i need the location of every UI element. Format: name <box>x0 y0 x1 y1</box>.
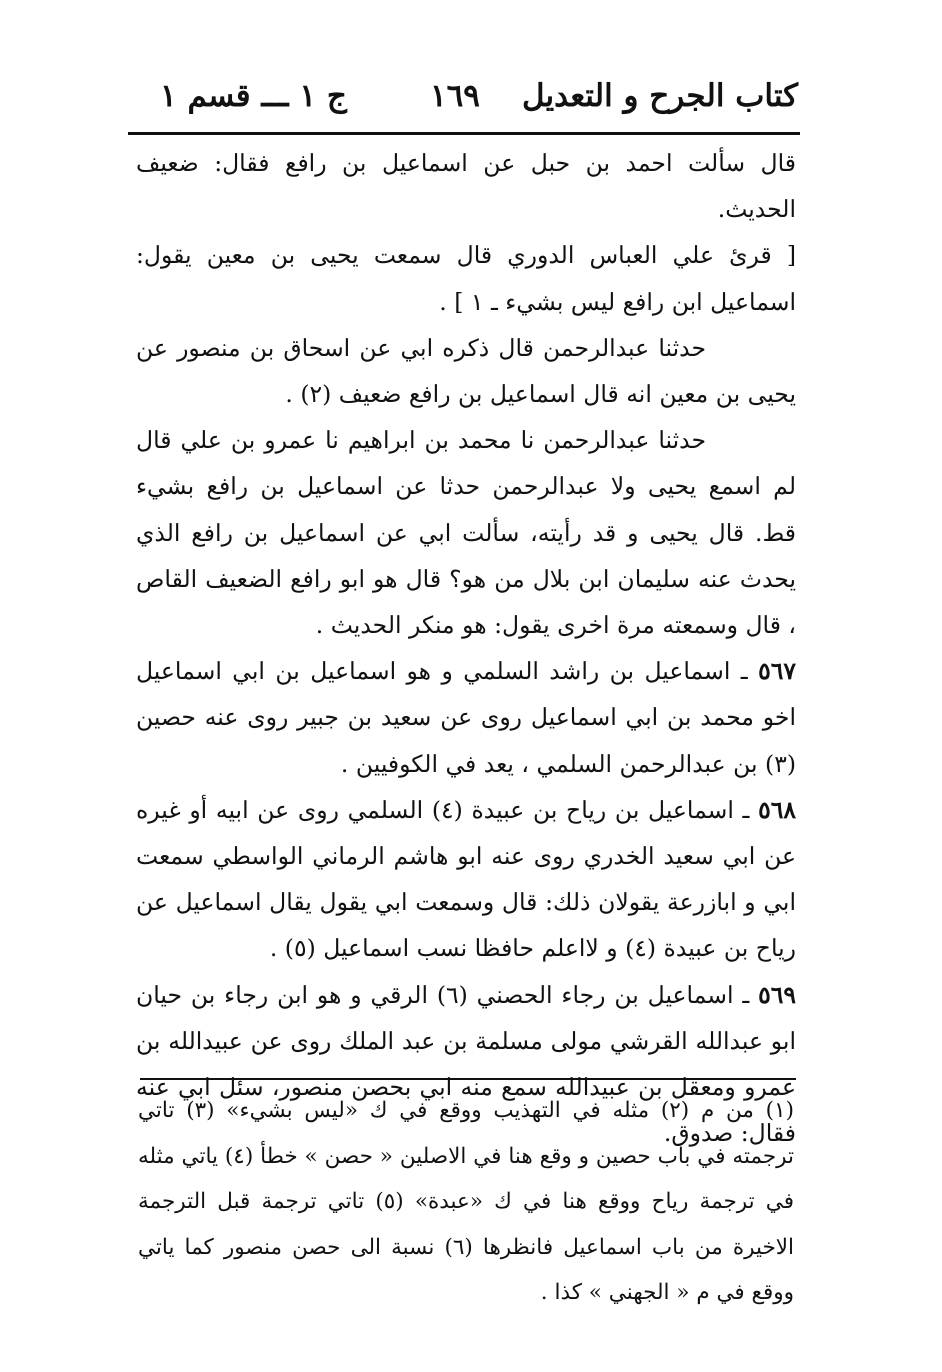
paragraph: قال سألت احمد بن حبل عن اسماعيل بن رافع فقال: ضعيف الحديث. <box>136 149 796 224</box>
footnotes <box>138 1088 794 1316</box>
page-number: ١٦٩ <box>430 78 480 114</box>
running-header <box>130 78 798 130</box>
book-title: كتاب الجرح و التعديل <box>521 78 798 114</box>
entry-text: ـ اسماعيل بن رياح بن عبيدة (٤) السلمي روى عن ابيه أو غيره عن ابي سعيد الخدري روى عنه ابو هاشم الرماني الواسطي سمعت ابي و ابازرعة يقولان ذلك: قال وسمعت ابي يقول يقال اسماعيل عن رياح بن عبيدة (٤) و لااعلم حافظا نسب اسماعيل (٥) . <box>136 795 796 963</box>
entry-number: ٥٦٧ <box>758 657 796 686</box>
entry-number: ٥٦٩ <box>758 980 796 1009</box>
footnote-text: (١) من م (٢) مثله في التهذيب ووقع في ك «ليس بشيء» (٣) تاتي ترجمته في باب حصين و وقع هنا في الاصلين « حصن » خطأ (٤) ياتي مثله في ترجمة رياح ووقع هنا في ك «عبدة» (٥) تاتي ترجمة قبل الترجمة الاخيرة من باب اسماعيل فانظرها (٦) نسبة الى حصن منصور كما ياتي ووقع في م « الجهني » كذا . <box>138 1098 794 1305</box>
entry-568 <box>136 787 796 972</box>
footnote-rule <box>140 1078 796 1080</box>
entry-number: ٥٦٨ <box>758 795 796 824</box>
main-text <box>136 140 796 1156</box>
header-rule <box>128 132 800 135</box>
entry-text: ـ اسماعيل بن راشد السلمي و هو اسماعيل بن ابي اسماعيل اخو محمد بن ابي اسماعيل روى عن سعيد بن جبير روى عنه حصين (٣) بن عبدالرحمن السلمي ، يعد في الكوفيين . <box>136 657 796 778</box>
entry-567 <box>136 648 796 787</box>
paragraph: حدثنا عبدالرحمن قال ذكره ابي عن اسحاق بن منصور عن يحيى بن معين انه قال اسماعيل بن رافع ضعيف (٢) . <box>136 333 796 409</box>
paragraph: [ قرئ علي العباس الدوري قال سمعت يحيى بن معين يقول: اسماعيل ابن رافع ليس بشيء ـ ١ ] . <box>136 241 796 316</box>
paragraph: حدثنا عبدالرحمن نا محمد بن ابراهيم نا عمرو بن علي قال لم اسمع يحيى ولا عبدالرحمن حدثا عن اسماعيل بن رافع بشيء قط. قال يحيى و قد رأيته، سألت ابي عن اسماعيل بن رافع الذي يحدث عنه سليمان ابن بلال من هو؟ قال هو ابو رافع الضعيف القاص ، قال وسمعته مرة اخرى يقول: هو منكر الحديث . <box>136 426 796 640</box>
entry-text: ـ اسماعيل بن رجاء الحصني (٦) الرقي و هو ابن رجاء بن حيان ابو عبدالله القرشي مولى مسلمة بن عبد الملك روى عن عبيدالله بن عمرو ومعقل بن عبيدالله سمع منه ابي بحصن منصور، سئل ابي عنه فقال: صدوق. <box>136 980 796 1148</box>
volume-part: ج ١ ـــ قسم ١ <box>160 78 347 114</box>
